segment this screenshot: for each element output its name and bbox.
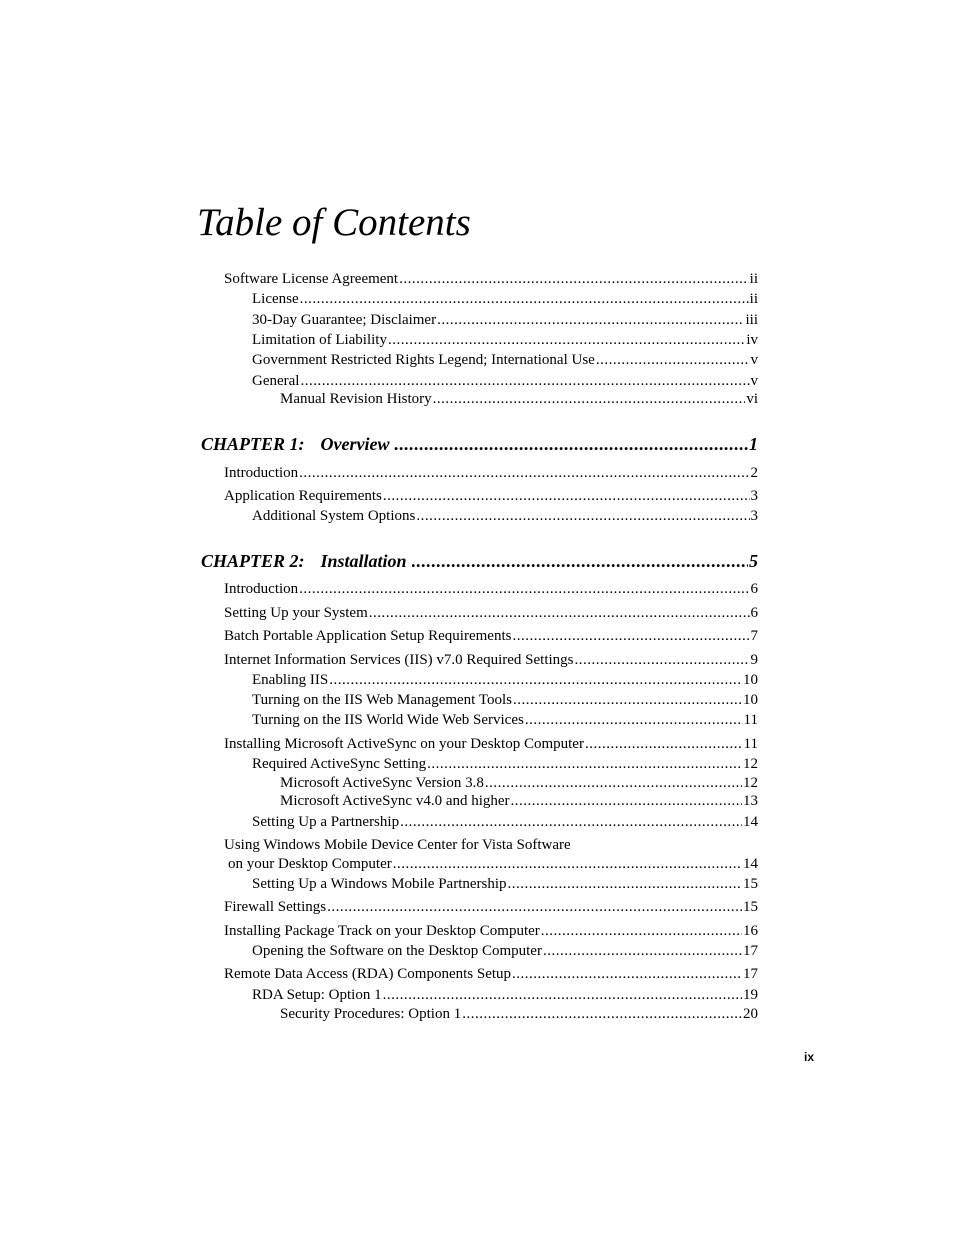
- page-title: Table of Contents: [197, 201, 471, 244]
- dot-leader: [300, 290, 749, 308]
- toc-entry-iis-world-wide-web-services[interactable]: [252, 711, 758, 729]
- toc-page-number: 3: [750, 488, 758, 504]
- toc-page-number: 19: [743, 987, 758, 1003]
- toc-page-number: 3: [750, 508, 758, 524]
- toc-page-number: v: [750, 352, 758, 368]
- chapter-title: Installation: [320, 551, 407, 571]
- toc-entry-windows-mobile-device-center-cont[interactable]: [228, 855, 758, 873]
- toc-entry-text: Application Requirements: [224, 488, 382, 504]
- toc-entry-installing-package-track[interactable]: [224, 922, 758, 940]
- toc-page-number: 6: [750, 605, 758, 621]
- toc-entry-windows-mobile-device-center[interactable]: [224, 836, 758, 854]
- toc-page-number: 12: [743, 775, 758, 791]
- dot-leader: [512, 965, 742, 983]
- toc-entry-license[interactable]: [252, 290, 758, 308]
- toc-entry-government-rights[interactable]: [252, 351, 758, 369]
- toc-entry-text: Introduction: [224, 581, 299, 597]
- toc-entry-text: Setting Up a Windows Mobile Partnership: [252, 876, 507, 892]
- toc-entry-installing-activesync[interactable]: [224, 735, 758, 753]
- toc-entry-additional-system-options[interactable]: [252, 507, 758, 525]
- toc-entry-text: Installing Package Track on your Desktop Computer: [224, 923, 540, 939]
- toc-page-number: 14: [743, 856, 758, 872]
- toc-page-number: 10: [743, 672, 758, 688]
- toc-entry-text: Enabling IIS: [252, 672, 329, 688]
- chapter-title: Overview: [320, 434, 390, 454]
- dot-leader: [299, 464, 749, 482]
- dot-leader: [412, 550, 748, 572]
- dot-leader: [512, 627, 749, 645]
- chapter-page-number: 5: [749, 551, 758, 571]
- toc-page-number: 17: [743, 966, 758, 982]
- toc-entry-opening-the-software[interactable]: [252, 942, 758, 960]
- toc-entry-windows-mobile-partnership[interactable]: [252, 875, 758, 893]
- toc-entry-text: Microsoft ActiveSync v4.0 and higher: [280, 793, 510, 809]
- toc-entry-ch1-introduction[interactable]: [224, 464, 758, 482]
- dot-leader: [388, 331, 745, 349]
- toc-entry-manual-revision-history[interactable]: [280, 390, 758, 408]
- toc-entry-setting-up-your-system[interactable]: [224, 604, 758, 622]
- dot-leader: [327, 898, 742, 916]
- toc-entry-activesync-version-3-8[interactable]: [280, 774, 758, 792]
- toc-entry-text: Setting Up a Partnership: [252, 814, 400, 830]
- dot-leader: [427, 755, 742, 773]
- dot-leader: [585, 735, 743, 753]
- toc-entry-rda-components-setup[interactable]: [224, 965, 758, 983]
- toc-page-number: 15: [743, 876, 758, 892]
- toc-entry-batch-portable-setup[interactable]: [224, 627, 758, 645]
- dot-leader: [596, 351, 750, 369]
- dot-leader: [437, 311, 744, 329]
- toc-page-number: 9: [750, 652, 758, 668]
- toc-entry-software-license-agreement[interactable]: [224, 270, 758, 288]
- toc-entry-setting-up-partnership[interactable]: [252, 813, 758, 831]
- toc-page-number: iii: [745, 312, 758, 328]
- toc-entry-text: Turning on the IIS World Wide Web Services: [252, 712, 524, 728]
- toc-entry-text: Setting Up your System: [224, 605, 368, 621]
- toc-entry-firewall-settings[interactable]: [224, 898, 758, 916]
- toc-page-number: 7: [750, 628, 758, 644]
- dot-leader: [462, 1005, 742, 1023]
- toc-entry-text: Government Restricted Rights Legend; International Use: [252, 352, 595, 368]
- toc-page-number: iv: [746, 332, 758, 348]
- page-folio: ix: [804, 1050, 815, 1064]
- toc-page-number: 10: [743, 692, 758, 708]
- dot-leader: [416, 507, 749, 525]
- toc-page-number: v: [750, 373, 758, 389]
- dot-leader: [485, 774, 742, 792]
- toc-entry-text: Software License Agreement: [224, 271, 399, 287]
- toc-entry-text: Introduction: [224, 465, 299, 481]
- toc-entry-application-requirements[interactable]: [224, 487, 758, 505]
- chapter-page-number: 1: [749, 434, 758, 454]
- toc-entry-activesync-v4-and-higher[interactable]: [280, 792, 758, 810]
- dot-leader: [394, 433, 748, 455]
- toc-page-number: 13: [743, 793, 758, 809]
- toc-page-number: 12: [743, 756, 758, 772]
- dot-leader: [508, 875, 742, 893]
- toc-entry-text: Turning on the IIS Web Management Tools: [252, 692, 512, 708]
- toc-entry-text: Batch Portable Application Setup Requirements: [224, 628, 512, 644]
- dot-leader: [575, 651, 750, 669]
- toc-entry-enabling-iis[interactable]: [252, 671, 758, 689]
- dot-leader: [383, 487, 750, 505]
- dot-leader: [369, 604, 750, 622]
- toc-entry-text: Installing Microsoft ActiveSync on your Desktop Computer: [224, 736, 584, 752]
- toc-entry-text: Firewall Settings: [224, 899, 327, 915]
- toc-page-number: ii: [749, 291, 758, 307]
- chapter-label: CHAPTER 2:: [201, 551, 305, 571]
- dot-leader: [543, 942, 742, 960]
- toc-entry-ch2-introduction[interactable]: [224, 580, 758, 598]
- dot-leader: [400, 813, 742, 831]
- toc-entry-iis-web-management-tools[interactable]: [252, 691, 758, 709]
- chapter-label: CHAPTER 1:: [201, 434, 305, 454]
- toc-entry-text: Using Windows Mobile Device Center for Vista Software: [224, 837, 571, 853]
- dot-leader: [300, 372, 749, 390]
- toc-page-number: 11: [743, 712, 758, 728]
- toc-entry-text: General: [252, 373, 300, 389]
- chapter-heading-2[interactable]: [201, 550, 758, 572]
- toc-entry-text: Required ActiveSync Setting: [252, 756, 427, 772]
- toc-page-number: 17: [743, 943, 758, 959]
- toc-entry-text: RDA Setup: Option 1: [252, 987, 382, 1003]
- toc-entry-text: Additional System Options: [252, 508, 416, 524]
- toc-page-number: 2: [750, 465, 758, 481]
- toc-entry-limitation-of-liability[interactable]: [252, 331, 758, 349]
- dot-leader: [299, 580, 749, 598]
- toc-entry-required-activesync-setting[interactable]: [252, 755, 758, 773]
- toc-entry-guarantee-disclaimer[interactable]: [252, 311, 758, 329]
- toc-page-number: ii: [749, 271, 758, 287]
- toc-entry-text: on your Desktop Computer: [228, 856, 392, 872]
- toc-entry-general[interactable]: [252, 372, 758, 390]
- dot-leader: [383, 986, 742, 1004]
- toc-page-number: vi: [746, 391, 758, 407]
- dot-leader: [513, 691, 742, 709]
- dot-leader: [511, 792, 742, 810]
- toc-entry-text: Limitation of Liability: [252, 332, 387, 348]
- toc-entry-security-procedures-option-1[interactable]: [280, 1005, 758, 1023]
- dot-leader: [541, 922, 742, 940]
- toc-page-number: 6: [750, 581, 758, 597]
- toc-entry-text: Internet Information Services (IIS) v7.0 Required Settings: [224, 652, 574, 668]
- dot-leader: [393, 855, 742, 873]
- toc-page-number: 15: [743, 899, 758, 915]
- toc-entry-iis-required-settings[interactable]: [224, 651, 758, 669]
- toc-entry-text: Security Procedures: Option 1: [280, 1006, 462, 1022]
- toc-entry-text: Manual Revision History: [280, 391, 432, 407]
- toc-entry-rda-setup-option-1[interactable]: [252, 986, 758, 1004]
- dot-leader: [433, 390, 746, 408]
- toc-entry-text: Remote Data Access (RDA) Components Setup: [224, 966, 512, 982]
- toc-entry-text: Opening the Software on the Desktop Computer: [252, 943, 542, 959]
- toc-page-number: 16: [743, 923, 758, 939]
- toc-page-number: 20: [743, 1006, 758, 1022]
- toc-entry-text: License: [252, 291, 299, 307]
- dot-leader: [399, 270, 749, 288]
- toc-entry-text: Microsoft ActiveSync Version 3.8: [280, 775, 484, 791]
- toc-entry-text: 30-Day Guarantee; Disclaimer: [252, 312, 437, 328]
- toc-page-number: 14: [743, 814, 758, 830]
- chapter-heading-1[interactable]: [201, 433, 758, 455]
- dot-leader: [525, 711, 743, 729]
- toc-page-number: 11: [743, 736, 758, 752]
- dot-leader: [329, 671, 742, 689]
